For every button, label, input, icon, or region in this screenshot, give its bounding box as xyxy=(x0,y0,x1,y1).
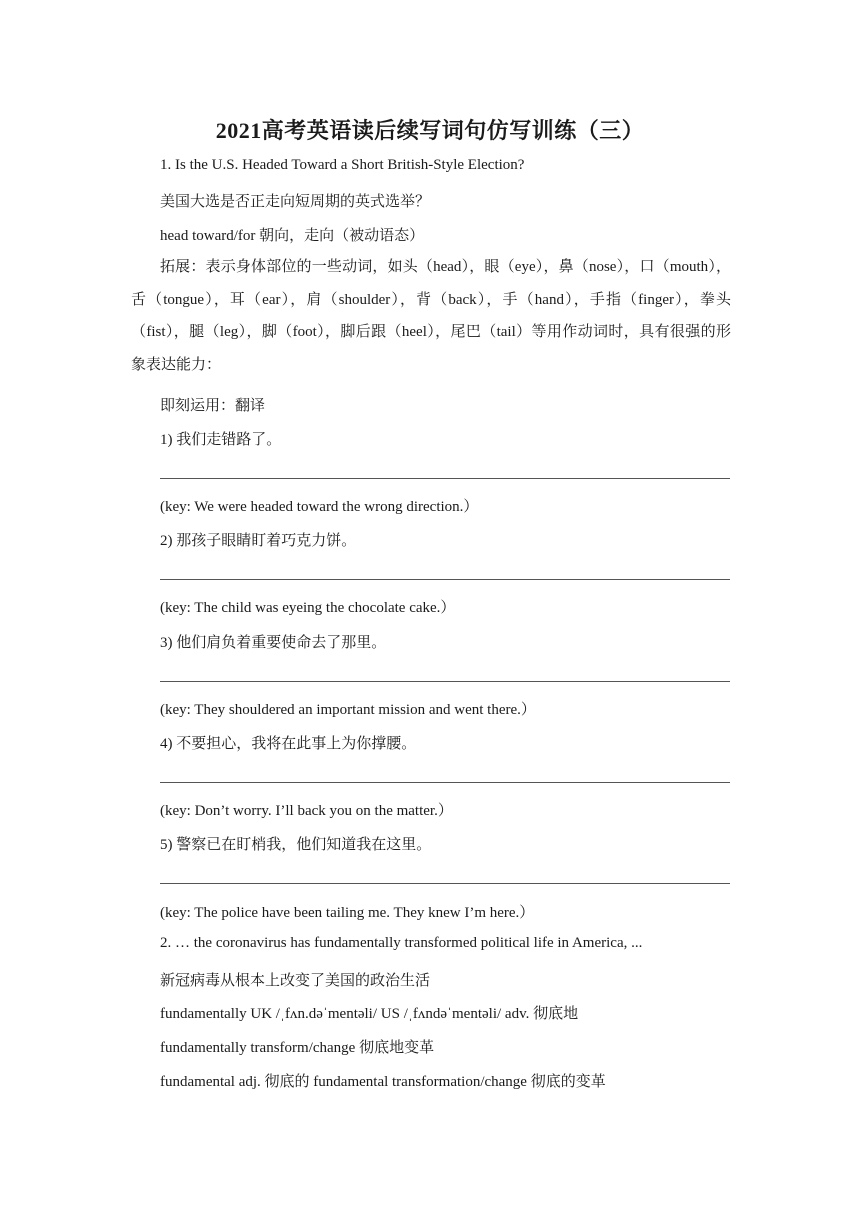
section-1-heading: 1. Is the U.S. Headed Toward a Short British-Style Election? xyxy=(160,157,525,173)
exercise-key: (key: We were headed toward the wrong direction.） xyxy=(160,499,479,515)
answer-blank xyxy=(160,782,730,783)
document-title: 2021高考英语读后续写词句仿写训练（三） xyxy=(215,118,645,143)
section-2-heading: 2. … the coronavirus has fundamentally transformed political life in America, ... xyxy=(160,935,643,951)
answer-blank xyxy=(160,681,730,682)
exercise-key: (key: They shouldered an important mission and went there.） xyxy=(160,702,536,718)
exercise-question: 4) 不要担心，我将在此事上为你撑腰。 xyxy=(160,736,417,752)
answer-blank xyxy=(160,883,730,884)
answer-blank xyxy=(160,579,730,580)
practice-label: 即刻运用：翻译 xyxy=(160,398,266,414)
vocab-line: fundamental adj. 彻底的 fundamental transformation/change 彻底的变革 xyxy=(160,1074,606,1090)
exercise-question: 5) 警察已在盯梢我，他们知道我在这里。 xyxy=(160,837,432,853)
exercise-key: (key: Don’t worry. I’ll back you on the matter.） xyxy=(160,803,453,819)
answer-blank xyxy=(160,478,730,479)
exercise-question: 1) 我们走错路了。 xyxy=(160,432,282,448)
section-1-translation: 美国大选是否正走向短周期的英式选举？ xyxy=(160,194,431,210)
vocab-line: fundamentally transform/change 彻底地变革 xyxy=(160,1040,435,1056)
exercise-question: 2) 那孩子眼睛盯着巧克力饼。 xyxy=(160,533,357,549)
section-1-phrase: head toward/for 朝向，走向（被动语态） xyxy=(160,228,425,244)
exercise-key: (key: The child was eyeing the chocolate cake.） xyxy=(160,600,456,616)
exercise-question: 3) 他们肩负着重要使命去了那里。 xyxy=(160,635,387,651)
vocab-line: fundamentally UK /ˌfʌn.dəˈmentəli/ US /ˌfʌndəˈmentəli/ adv. 彻底地 xyxy=(160,1006,579,1022)
exercise-key: (key: The police have been tailing me. They knew I’m here.） xyxy=(160,905,535,921)
section-2-translation: 新冠病毒从根本上改变了美国的政治生活 xyxy=(160,973,431,989)
section-1-extension: 拓展：表示身体部位的一些动词，如头（head），眼（eye），鼻（nose），口（mouth），舌（tongue），耳（ear），肩（shoulder），背（back），手（hand），手指（finger），拳头（fist），腿（leg），脚（foot），脚后跟（heel），尾巴（tail）等用作动词时，具有很强的形象表达能力： xyxy=(131,259,731,373)
